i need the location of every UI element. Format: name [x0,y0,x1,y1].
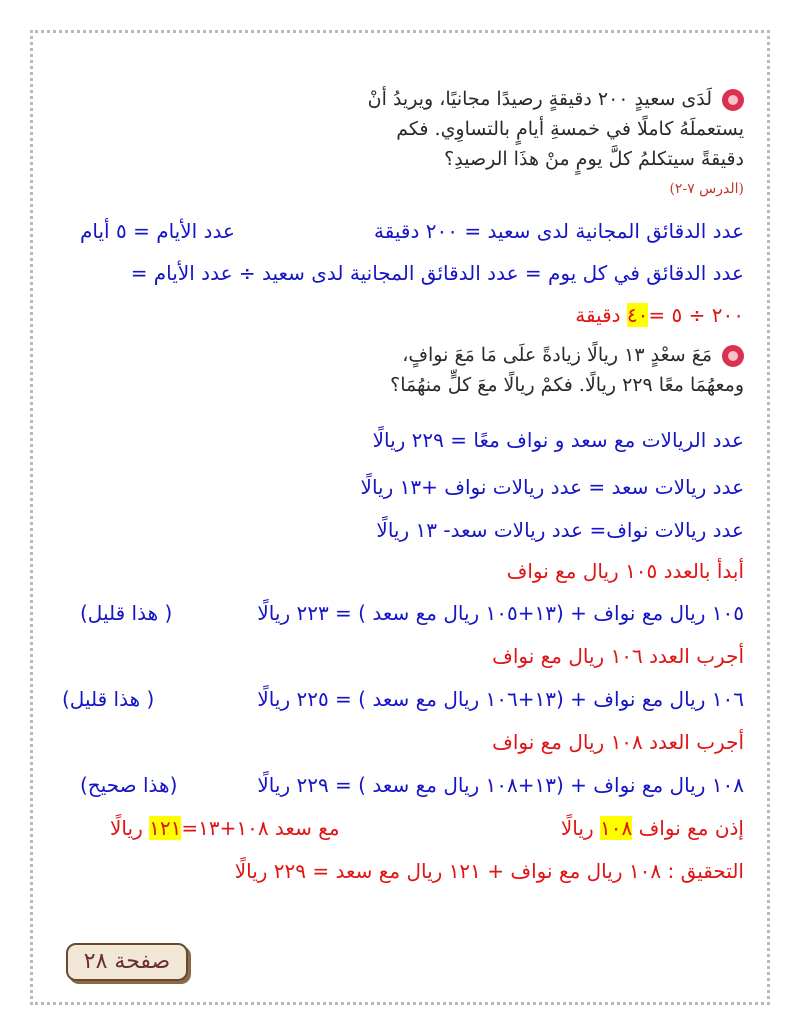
question-2-line-1: مَعَ سعْدٍ ١٣ ريالًا زيادةً علَى مَا مَعَ نوافٍ، [390,340,744,370]
question-2-line-2: ومعهُمَا معًا ٢٢٩ ريالًا. فكمْ ريالًا معَ كلٍّ منهُمَا؟ [390,374,744,396]
answer-nawaf-unit: ريالًا [560,816,594,840]
answer-prefix: إذن مع نواف [638,816,744,840]
step-2-line: أجرب العدد ١٠٦ ريال مع نواف [492,644,744,668]
question-2 [390,340,744,400]
try-1-line: ١٠٥ ريال مع نواف + (١٣+١٠٥ ريال مع سعد ) = ٢٢٣ ريالًا [257,601,744,625]
try-1-note: ( هذا قليل) [80,601,173,625]
question-1-line-1: لَدَى سعيدٍ ٢٠٠ دقيقةٍ رصيدًا مجانيًا، ويريدُ أنْ [368,84,744,114]
calc-answer: ٤٠ [626,303,649,327]
calc-expression: ٢٠٠ ÷ ٥ = [648,303,744,327]
try-2-line: ١٠٦ ريال مع نواف + (١٣+١٠٦ ريال مع سعد ) = ٢٢٥ ريالًا [257,687,744,711]
free-minutes-line: عدد الدقائق المجانية لدى سعيد = ٢٠٠ دقيقة [374,219,744,243]
try-3-note: (هذا صحيح) [80,773,178,797]
total-line: عدد الريالات مع سعد و نواف معًا = ٢٢٩ ريالًا [372,428,744,452]
try-3-line: ١٠٨ ريال مع نواف + (١٣+١٠٨ ريال مع سعد ) = ٢٢٩ ريالًا [257,773,744,797]
calc-unit: دقيقة [575,303,621,327]
nawaf-line: عدد ريالات نواف= عدد ريالات سعد- ١٣ ريالًا [376,518,744,542]
calc-line [575,302,744,328]
try-2-note: ( هذا قليل) [62,687,155,711]
formula-line: عدد الدقائق في كل يوم = عدد الدقائق المجانية لدى سعيد ÷ عدد الأيام = [130,261,744,285]
answer-nawaf-value: ١٠٨ [599,816,633,840]
page-number-label: صفحة ٢٨ [66,943,188,981]
step-3-line: أجرب العدد ١٠٨ ريال مع نواف [492,730,744,754]
start-line: أبدأ بالعدد ١٠٥ ريال مع نواف [506,559,744,583]
days-line: عدد الأيام = ٥ أيام [80,219,235,243]
question-1 [368,84,744,204]
saad-line: عدد ريالات سعد = عدد ريالات نواف +١٣ ريالًا [360,475,744,499]
lesson-ref: (الدرس ٧-٢) [669,181,744,197]
answer-saad-unit: ريالًا [110,816,143,840]
answer-saad-value: ١٢١ [149,816,182,840]
check-line: التحقيق : ١٠٨ ريال مع نواف + ١٢١ ريال مع سعد = ٢٢٩ ريالًا [234,859,744,883]
answer-saad-line [110,815,340,841]
answer-saad-prefix: مع سعد ١٠٨+١٣= [181,816,340,840]
question-1-line-2: يستعملَهُ كاملًا في خمسةِ أيامٍ بالتساوِي. فكم [396,118,744,140]
question-2-bullet-icon [722,345,744,367]
question-1-line-3: دقيقةً سيتكلمُ كلَّ يومٍ منْ هذَا الرصيدِ؟ [444,148,744,170]
question-1-bullet-icon [722,89,744,111]
answer-nawaf-line [561,815,744,841]
